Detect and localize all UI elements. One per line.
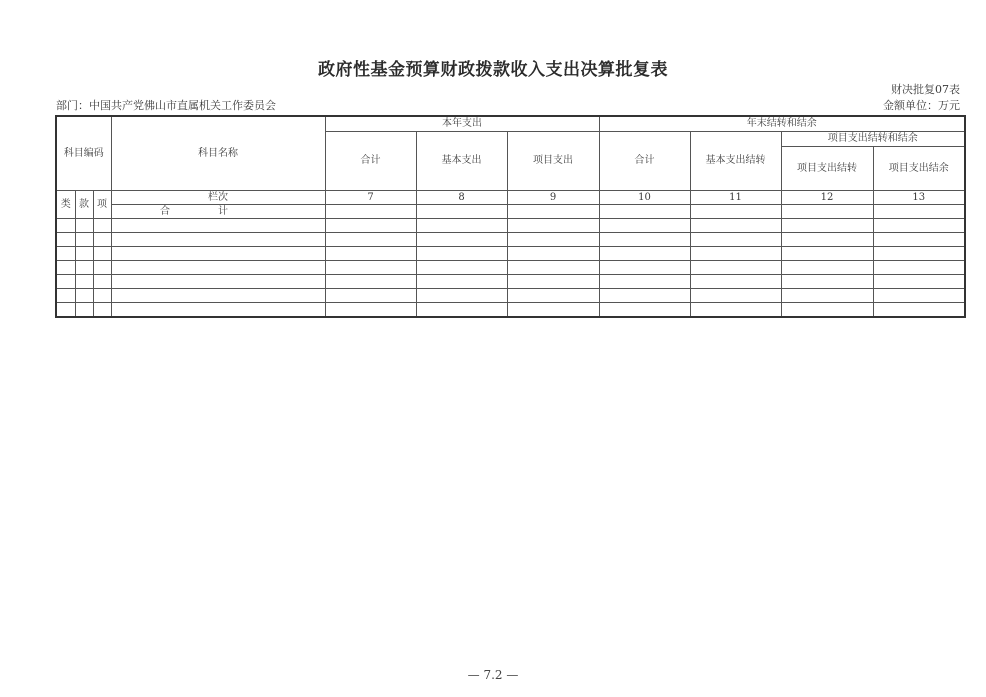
column-number: 10 — [599, 191, 690, 205]
project-carry-header: 项目支出结转 — [781, 147, 873, 191]
current-year-expense-header: 本年支出 — [325, 116, 599, 132]
table-cell — [416, 205, 507, 219]
total-header-2: 合计 — [599, 132, 690, 191]
form-code: 财决批复07表 — [891, 83, 960, 96]
project-surplus-header: 项目支出结余 — [873, 147, 965, 191]
table-row — [56, 247, 965, 261]
kuan-header: 款 — [75, 191, 93, 219]
total-header-1: 合计 — [325, 132, 416, 191]
page-title: 政府性基金预算财政拨款收入支出决算批复表 — [318, 60, 668, 80]
basic-carry-header: 基本支出结转 — [690, 132, 781, 191]
table-row — [56, 261, 965, 275]
budget-table — [55, 115, 966, 318]
table-cell — [873, 205, 965, 219]
total-row-label: 合计 — [111, 205, 325, 219]
subject-name-header: 科目名称 — [111, 116, 325, 191]
column-number: 11 — [690, 191, 781, 205]
table-cell — [599, 205, 690, 219]
table-cell — [325, 205, 416, 219]
table-cell — [507, 205, 599, 219]
project-expense-header: 项目支出 — [507, 132, 599, 191]
column-order-label: 栏次 — [111, 191, 325, 205]
table-row — [56, 289, 965, 303]
column-number: 13 — [873, 191, 965, 205]
column-number: 9 — [507, 191, 599, 205]
basic-expense-header: 基本支出 — [416, 132, 507, 191]
page-number: — 7.2 — — [467, 668, 519, 682]
table-cell — [690, 205, 781, 219]
table-row — [56, 303, 965, 318]
table-row — [56, 219, 965, 233]
amount-unit: 金额单位：万元 — [883, 99, 960, 112]
subject-code-header: 科目编码 — [56, 116, 111, 191]
column-number: 8 — [416, 191, 507, 205]
project-balance-header: 项目支出结转和结余 — [781, 132, 965, 147]
department-label: 部门：中国共产党佛山市直属机关工作委员会 — [56, 99, 276, 112]
xiang-header: 项 — [93, 191, 111, 219]
table-row — [56, 233, 965, 247]
table-cell — [781, 205, 873, 219]
table-row — [56, 275, 965, 289]
column-number: 12 — [781, 191, 873, 205]
year-end-balance-header: 年末结转和结余 — [599, 116, 965, 132]
lei-header: 类 — [56, 191, 75, 219]
column-number: 7 — [325, 191, 416, 205]
